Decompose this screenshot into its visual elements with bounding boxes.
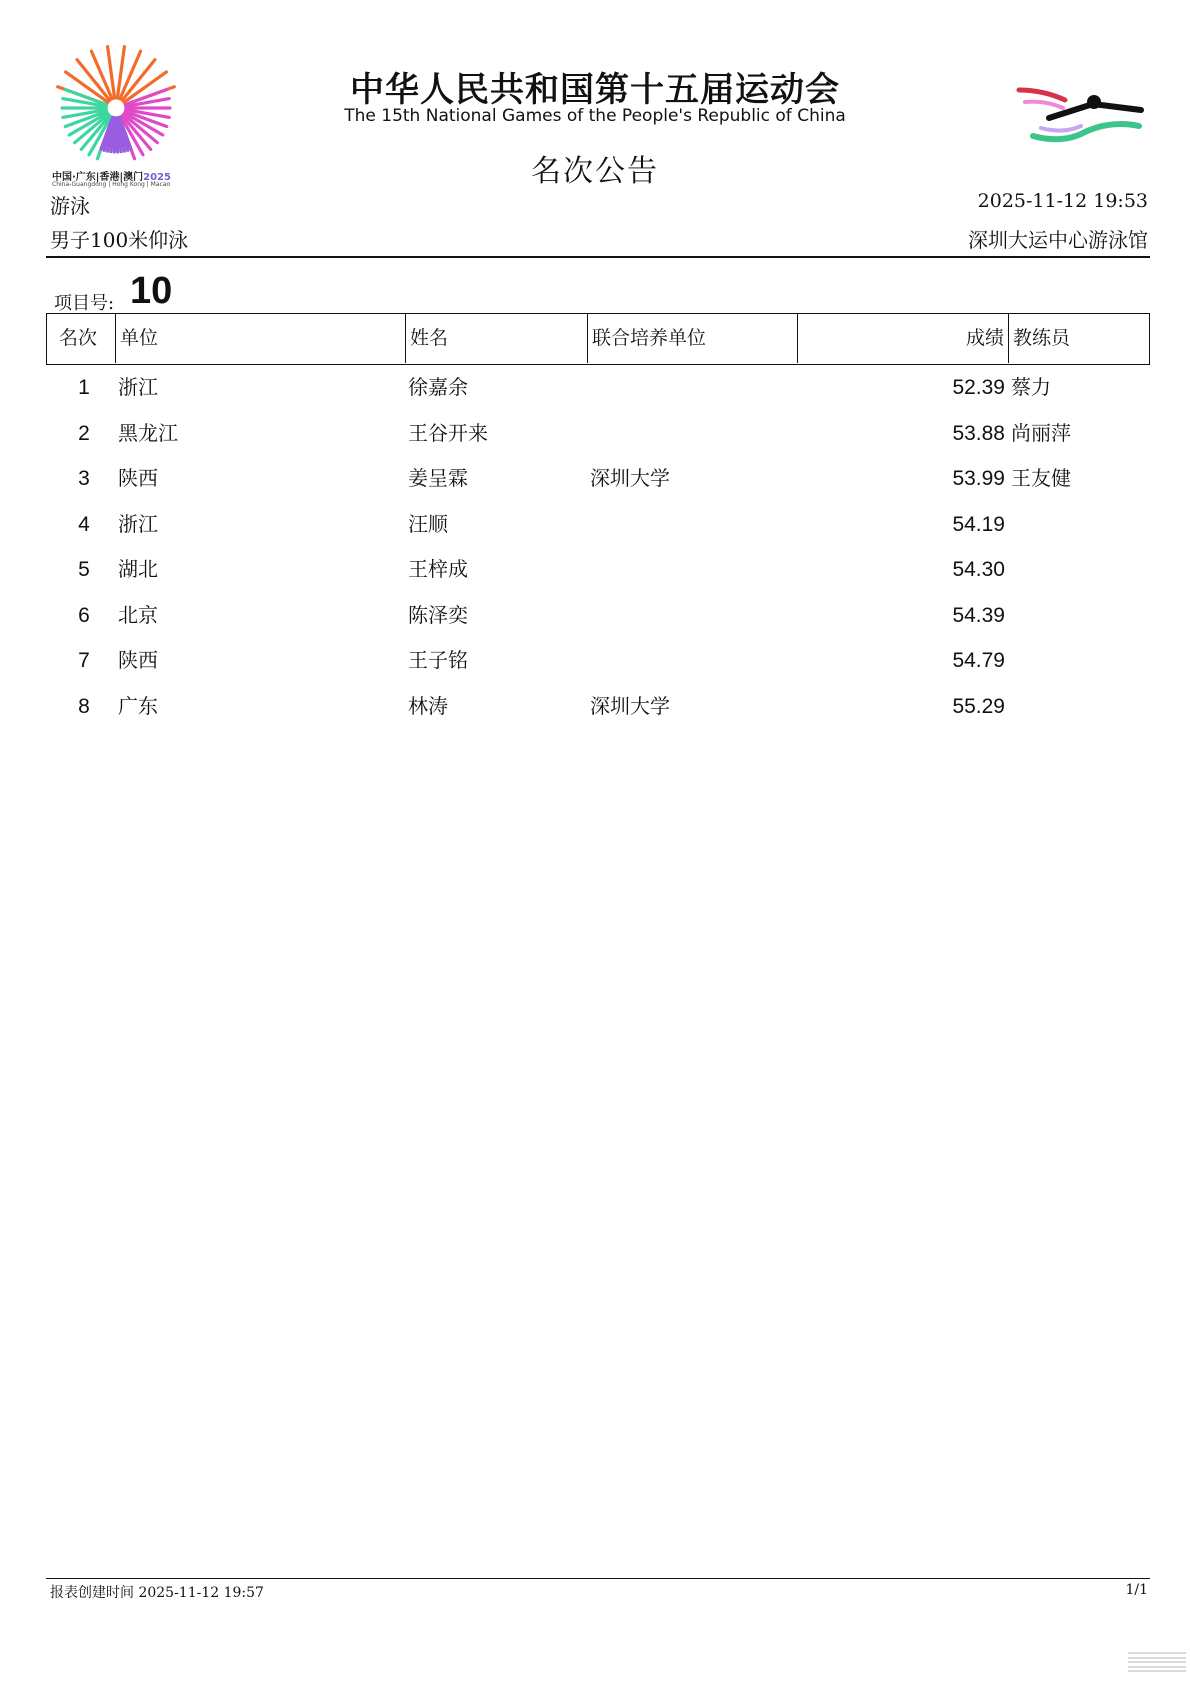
- emblem-caption-main: 中国·广东|香港|澳门: [52, 172, 144, 183]
- emblem-caption-year: 2025: [143, 172, 171, 183]
- table-row: [46, 502, 1150, 548]
- venue-name: 深圳大运中心游泳馆: [968, 228, 1148, 252]
- cell-joint: [590, 593, 796, 639]
- header-joint-unit: 联合培养单位: [587, 314, 797, 363]
- cell-unit: 北京: [118, 602, 158, 627]
- table-row: [46, 411, 1150, 457]
- table-row: [46, 365, 1150, 411]
- cell-joint: [590, 502, 796, 548]
- cell-coach: 蔡力: [1011, 375, 1051, 399]
- emblem-caption-english: China-Guangdong | Hong Kong | Macao: [52, 181, 171, 188]
- table-row: [46, 456, 1150, 502]
- header-unit: 单位: [115, 314, 405, 363]
- cell-unit: 广东: [118, 693, 158, 718]
- cell-joint: [590, 547, 796, 593]
- cell-coach: [1011, 547, 1147, 593]
- cell-result: 54.39: [952, 603, 1005, 627]
- cell-rank: 5: [78, 558, 90, 581]
- cell-result: 53.88: [952, 421, 1005, 445]
- cell-unit: 浙江: [118, 511, 158, 536]
- cell-unit: 陕西: [118, 466, 158, 490]
- table-header: [46, 313, 1150, 365]
- cell-name: 陈泽奕: [408, 602, 468, 627]
- sport-name: 游泳: [50, 194, 90, 218]
- results-table: [46, 313, 1150, 729]
- cell-name: 姜呈霖: [408, 466, 468, 490]
- cell-result: 54.19: [952, 512, 1005, 536]
- notice-title: 名次公告: [531, 154, 659, 189]
- cell-joint: [590, 411, 796, 457]
- table-body: [46, 365, 1150, 729]
- event-number-label: 项目号:: [54, 293, 115, 314]
- table-row: [46, 593, 1150, 639]
- pictogram-wave-light: [1041, 126, 1081, 131]
- cell-rank: 6: [78, 603, 90, 627]
- cell-unit: 浙江: [118, 375, 158, 399]
- games-title-chinese: 中华人民共和国第十五届运动会: [350, 70, 840, 110]
- cell-rank: 8: [78, 694, 90, 718]
- cell-result: 54.79: [952, 649, 1005, 672]
- cell-joint: [590, 638, 796, 684]
- cell-coach: [1011, 593, 1147, 639]
- pictogram-head: [1087, 95, 1101, 109]
- cell-name: 汪顺: [408, 511, 448, 536]
- cell-rank: 1: [78, 376, 90, 399]
- header-name: 姓名: [405, 314, 587, 363]
- pictogram-red-stroke: [1019, 90, 1065, 100]
- cell-coach: 王友健: [1011, 466, 1071, 490]
- swimming-pictogram: [1015, 82, 1145, 152]
- footer-divider: [46, 1578, 1150, 1579]
- cell-rank: 3: [78, 467, 90, 490]
- header-coach: 教练员: [1008, 314, 1148, 363]
- scroll-handle[interactable]: [1128, 1650, 1186, 1674]
- cell-rank: 2: [78, 421, 90, 445]
- pictogram-pink-stroke: [1025, 102, 1063, 108]
- table-row: [46, 638, 1150, 684]
- cell-coach: [1011, 502, 1147, 548]
- cell-result: 54.30: [952, 558, 1005, 581]
- report-datetime: 2025-11-12 19:53: [977, 190, 1148, 212]
- cell-name: 林涛: [408, 693, 448, 718]
- cell-name: 王子铭: [408, 648, 468, 672]
- table-row: [46, 547, 1150, 593]
- cell-name: 王梓成: [408, 557, 468, 581]
- cell-name: 王谷开来: [408, 420, 488, 445]
- event-number: 10: [130, 270, 173, 312]
- cell-coach: 尚丽萍: [1011, 420, 1071, 445]
- cell-joint: 深圳大学: [590, 466, 670, 490]
- cell-result: 53.99: [952, 467, 1005, 490]
- header-result: 成绩: [797, 314, 1008, 363]
- event-name: 男子100米仰泳: [50, 228, 189, 252]
- cell-result: 55.29: [952, 694, 1005, 718]
- cell-joint: [590, 365, 796, 411]
- cell-coach: [1011, 638, 1147, 684]
- cell-unit: 湖北: [118, 557, 158, 581]
- cell-rank: 7: [78, 649, 90, 672]
- cell-unit: 陕西: [118, 648, 158, 672]
- header-rank: 名次: [59, 327, 98, 349]
- cell-name: 徐嘉余: [408, 375, 468, 399]
- cell-unit: 黑龙江: [118, 420, 178, 445]
- cell-rank: 4: [78, 512, 90, 536]
- report-created-time: 报表创建时间 2025-11-12 19:57: [50, 1585, 264, 1601]
- table-row: [46, 684, 1150, 730]
- cell-result: 52.39: [952, 376, 1005, 399]
- games-title-english: The 15th National Games of the People's Republic of China: [344, 106, 846, 126]
- cell-joint: 深圳大学: [590, 693, 670, 718]
- swimming-pictogram-icon: [1015, 82, 1145, 152]
- header-divider: [46, 256, 1150, 258]
- cell-coach: [1011, 684, 1147, 730]
- page-number: 1/1: [1125, 1582, 1148, 1598]
